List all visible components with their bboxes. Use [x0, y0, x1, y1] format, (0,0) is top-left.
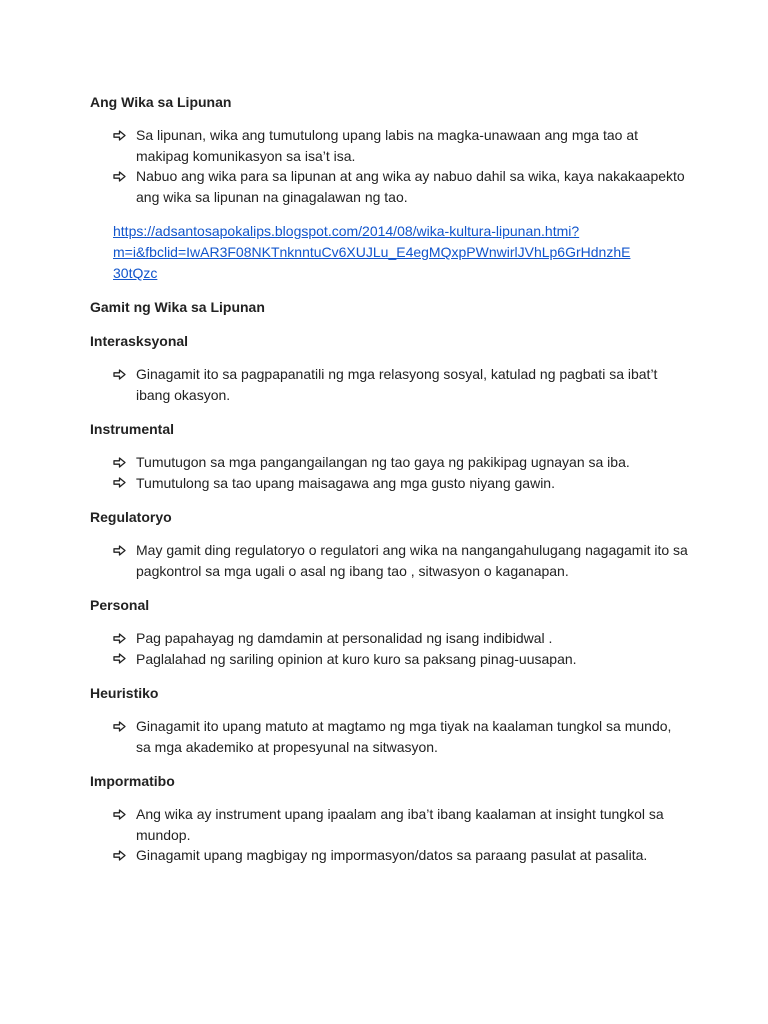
bullet-list: [90, 452, 690, 493]
bullet-list: [90, 804, 690, 866]
section-title: Gamit ng Wika sa Lipunan: [90, 299, 265, 315]
right-arrow-icon: [111, 364, 127, 384]
list-item: [90, 716, 690, 757]
list-item: [90, 364, 690, 405]
section-heading-personal: Personal: [90, 597, 150, 613]
bullet-text: Paglalahad ng sariling opinion at kuro kuro sa paksang pinag-uusapan.: [136, 650, 577, 667]
section-heading-instrumental: Instrumental: [90, 421, 175, 437]
right-arrow-icon: [111, 845, 127, 865]
right-arrow-icon: [111, 166, 127, 186]
list-item: [90, 125, 690, 166]
bullet-text: Tumutulong sa tao upang maisagawa ang mga gusto niyang gawin.: [136, 474, 555, 491]
page-title: Ang Wika sa Lipunan: [90, 94, 232, 110]
intro-bullet-list: [90, 125, 690, 207]
bullet-list: [90, 540, 690, 581]
list-item: [90, 845, 690, 866]
list-item: [90, 166, 690, 207]
right-arrow-icon: [111, 628, 127, 648]
bullet-text: Sa lipunan, wika ang tumutulong upang labis na magka-unawaan ang mga tao at makipag komunikasyon sa isa’t isa.: [136, 127, 639, 164]
bullet-list: [90, 716, 690, 757]
bullet-text: Ginagamit ito sa pagpapanatili ng mga relasyong sosyal, katulad ng pagbati sa ibat’t ibang okasyon.: [136, 366, 658, 403]
section-heading-impormatibo: Impormatibo: [90, 773, 175, 789]
list-item: [90, 804, 690, 845]
bullet-text: Tumutugon sa mga pangangailangan ng tao gaya ng pakikipag ugnayan sa iba.: [136, 454, 630, 470]
right-arrow-icon: [111, 540, 127, 560]
document-body: [90, 92, 690, 880]
list-item: [90, 473, 690, 494]
bullet-text: Nabuo ang wika para sa lipunan at ang wika ay nabuo dahil sa wika, kaya nakakaapekto ang wika sa lipunan na ginagalawan ng tao.: [136, 168, 685, 205]
list-item: [90, 628, 690, 649]
source-link-line[interactable]: https://adsantosapokalips.blogspot.com/2014/08/wika-kultura-lipunan.htmi?: [113, 223, 580, 239]
right-arrow-icon: [111, 125, 127, 145]
right-arrow-icon: [111, 804, 127, 824]
right-arrow-icon: [111, 452, 127, 472]
source-link-line[interactable]: m=i&fbclid=IwAR3F08NKTnknntuCv6XUJLu_E4egMQxpPWnwirlJVhLp6GrHdnzhE: [113, 244, 631, 260]
bullet-text: Ginagamit ito upang matuto at magtamo ng mga tiyak na kaalaman tungkol sa mundo, sa mga akademiko at propesyunal na sitwasyon.: [136, 718, 672, 755]
section-heading-heuristiko: Heuristiko: [90, 685, 159, 701]
right-arrow-icon: [111, 649, 127, 669]
right-arrow-icon: [111, 716, 127, 736]
bullet-list: [90, 628, 690, 669]
bullet-text: Pag papahayag ng damdamin at personalidad ng isang indibidwal .: [136, 630, 553, 646]
bullet-text: Ang wika ay instrument upang ipaalam ang iba’t ibang kaalaman at insight tungkol sa mundop.: [136, 806, 664, 843]
bullet-text: Ginagamit upang magbigay ng impormasyon/datos sa paraang pasulat at pasalita.: [136, 847, 648, 863]
bullet-list: [90, 364, 690, 405]
bullet-text: May gamit ding regulatoryo o regulatori ang wika na nangangahulugang nagagamit ito sa pagkontrol sa mga ugali o asal ng ibang tao , sitwasyon o kaganapan.: [136, 542, 688, 579]
list-item: [90, 649, 690, 670]
list-item: [90, 452, 690, 473]
section-heading-interasksyonal: Interasksyonal: [90, 333, 189, 349]
source-link[interactable]: [113, 221, 690, 284]
source-link-line[interactable]: 30tQzc: [113, 265, 158, 281]
right-arrow-icon: [111, 473, 127, 493]
list-item: [90, 540, 690, 581]
section-heading-regulatoryo: Regulatoryo: [90, 509, 172, 525]
